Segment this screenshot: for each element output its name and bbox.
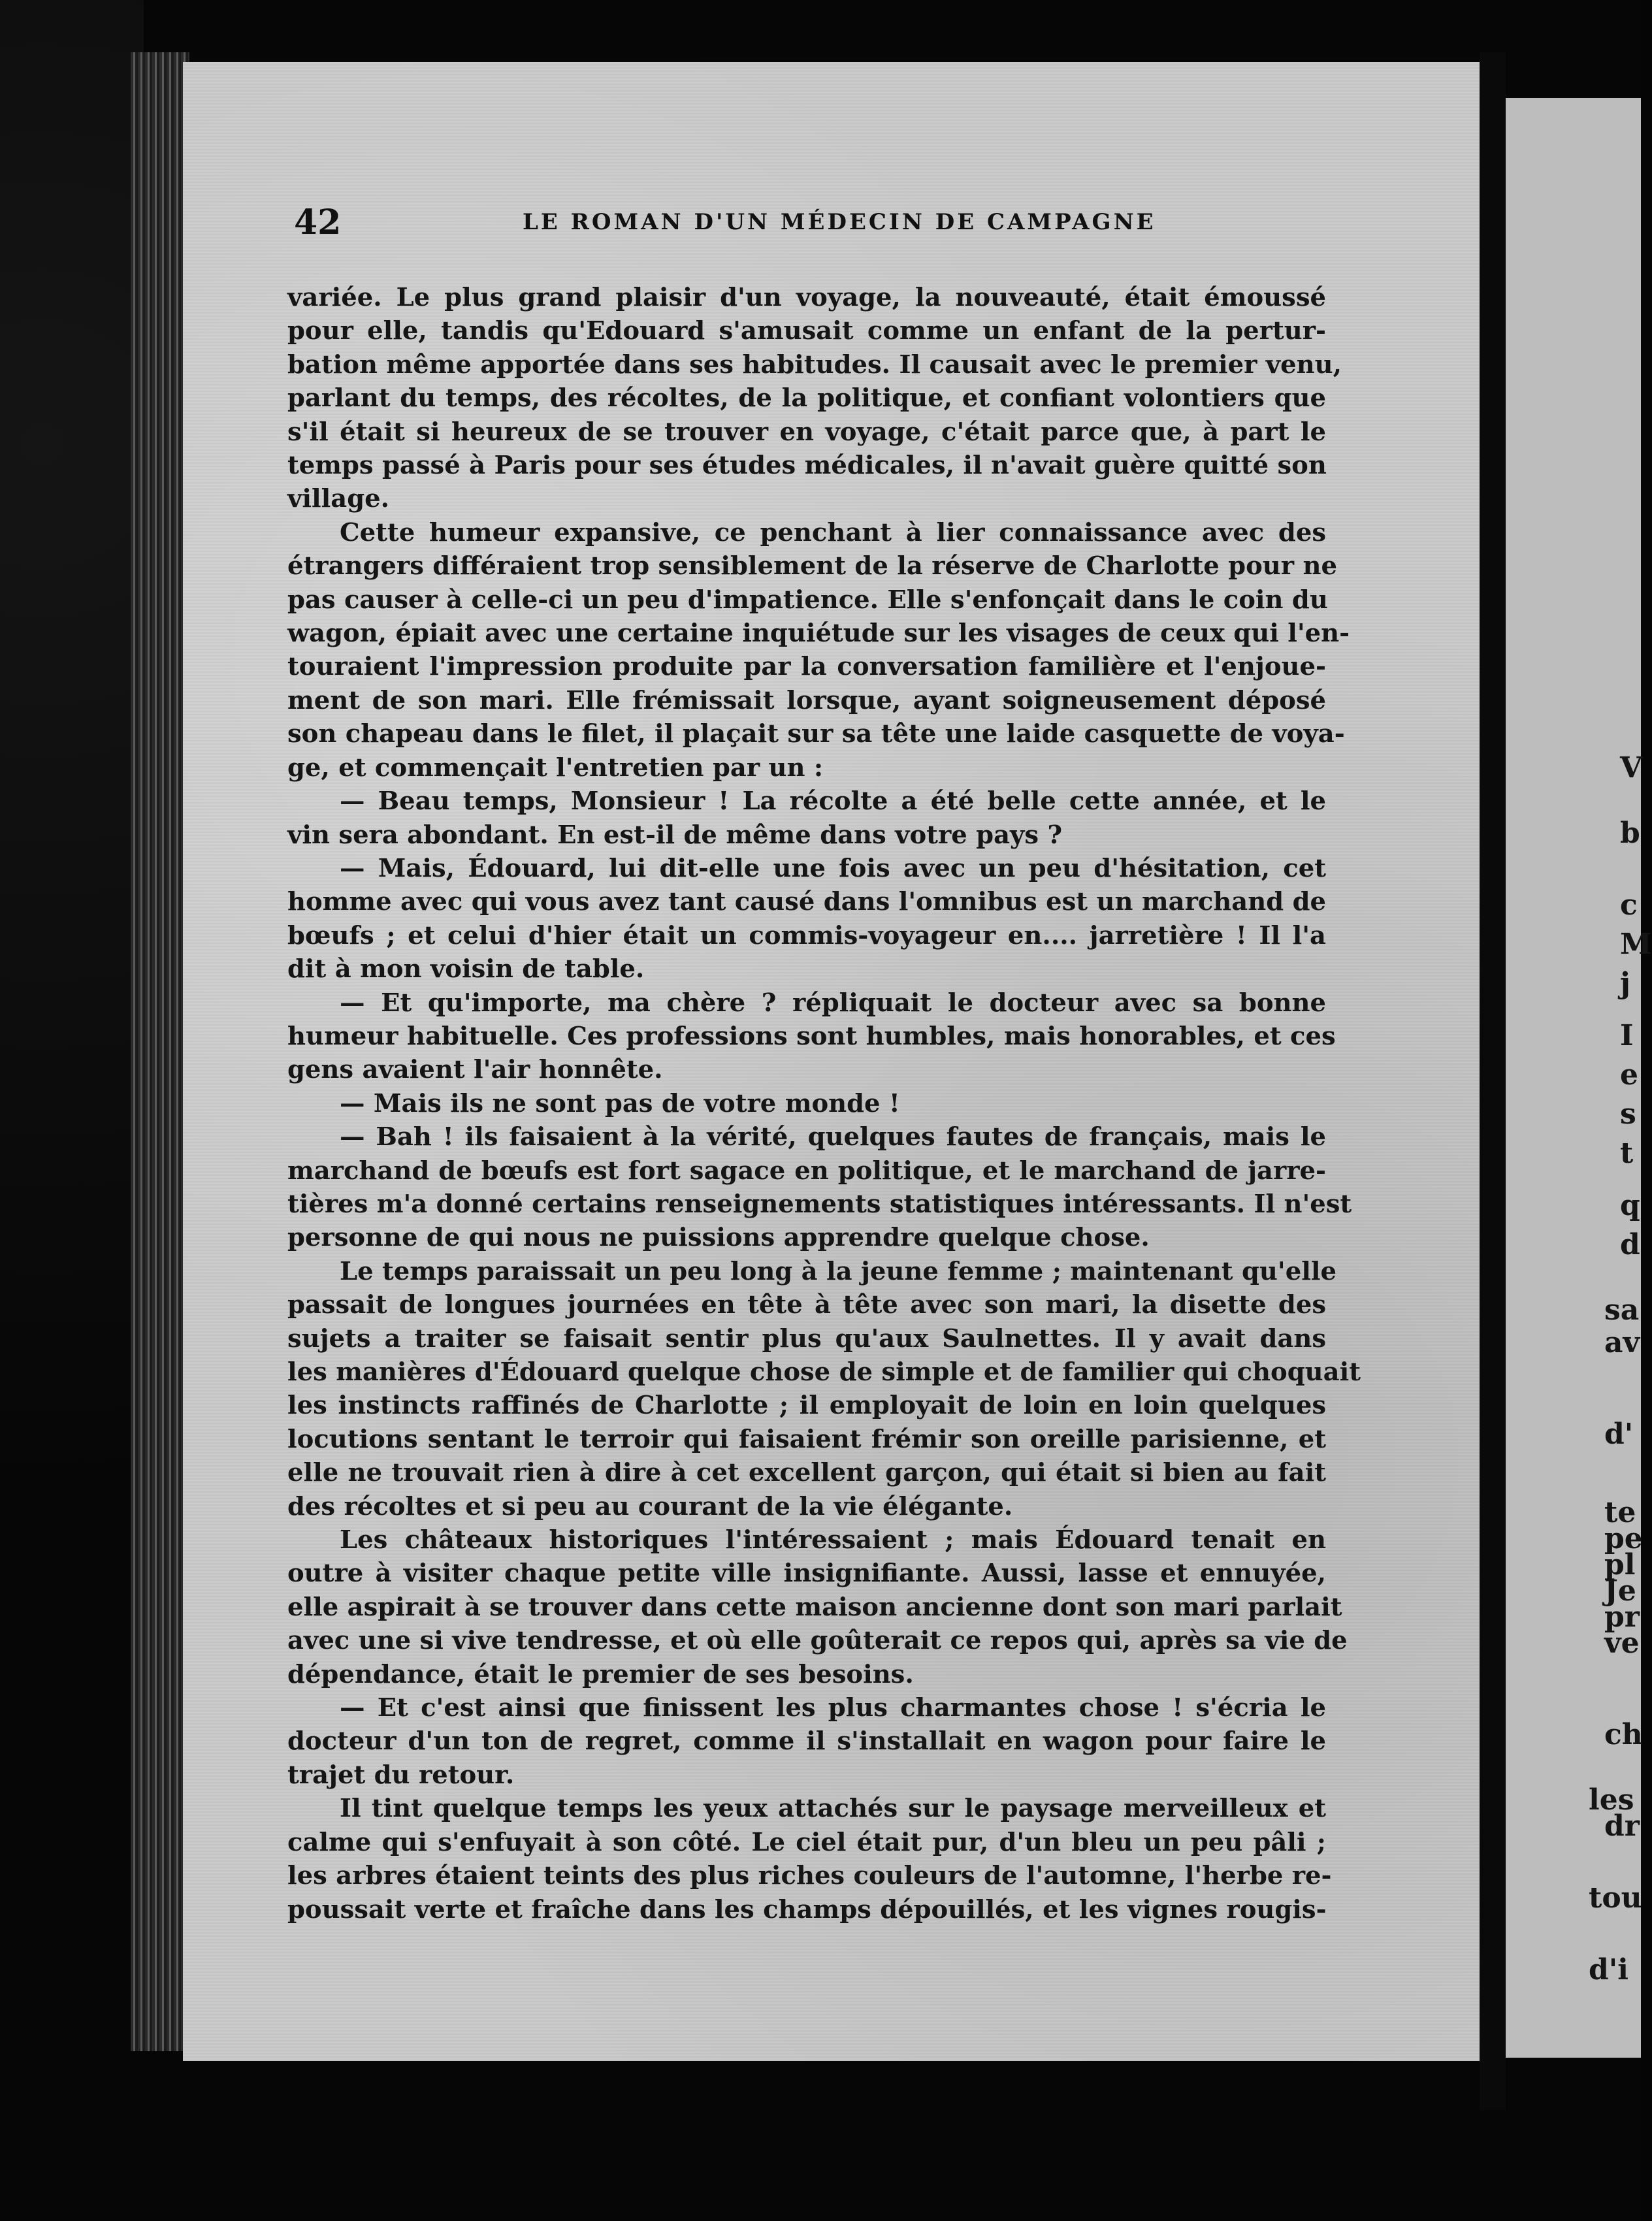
text-line: docteur d'un ton de regret, comme il s'installait en wagon pour faire le — [287, 1727, 1326, 1757]
adjacent-page-text-fragment: s — [1620, 1097, 1636, 1131]
text-line: gens avaient l'air honnête. — [287, 1055, 663, 1085]
text-line: ge, et commençait l'entretien par un : — [287, 753, 824, 783]
text-line: — Et qu'importe, ma chère ? répliquait le docteur avec sa bonne — [340, 988, 1326, 1018]
text-line: les manières d'Édouard quelque chose de simple et de familier qui choquait — [287, 1357, 1361, 1387]
adjacent-page-text-fragment: M — [1620, 928, 1652, 961]
scan-background — [0, 0, 144, 2221]
adjacent-page-text-fragment: av — [1604, 1326, 1640, 1359]
text-line: — Bah ! ils faisaient à la vérité, quelques fautes de français, mais le — [340, 1122, 1326, 1152]
adjacent-page-text-fragment: pe — [1604, 1522, 1643, 1555]
text-line: temps passé à Paris pour ses études médicales, il n'avait guère quitté son — [287, 451, 1327, 481]
text-line: des récoltes et si peu au courant de la vie élégante. — [287, 1491, 1013, 1521]
text-line: dépendance, était le premier de ses besoins. — [287, 1659, 914, 1689]
text-line: pas causer à celle-ci un peu d'impatience. Elle s'enfonçait dans le coin du — [287, 585, 1328, 615]
text-line: Il tint quelque temps les yeux attachés sur le paysage merveilleux et — [340, 1794, 1326, 1824]
text-line: Les châteaux historiques l'intéressaient ; mais Édouard tenait en — [340, 1525, 1326, 1555]
text-line: tières m'a donné certains renseignements statistiques intéressants. Il n'est — [287, 1189, 1352, 1219]
text-line: locutions sentant le terroir qui faisaient frémir son oreille parisienne, et — [287, 1424, 1326, 1454]
text-line: marchand de bœufs est fort sagace en politique, et le marchand de jarre- — [287, 1156, 1326, 1186]
running-title: LE ROMAN D'UN MÉDECIN DE CAMPAGNE — [523, 209, 1156, 235]
adjacent-page-text-fragment: les — [1589, 1783, 1634, 1817]
text-line: s'il était si heureux de se trouver en voyage, c'était parce que, à part le — [287, 417, 1326, 447]
text-line: — Mais, Édouard, lui dit-elle une fois avec un peu d'hésitation, cet — [340, 853, 1326, 883]
text-line: village. — [287, 484, 390, 514]
text-line: Cette humeur expansive, ce penchant à lier connaissance avec des — [340, 517, 1326, 547]
adjacent-page-text-fragment: Je — [1604, 1574, 1636, 1608]
text-line: les arbres étaient teints des plus riches couleurs de l'automne, l'herbe re- — [287, 1861, 1332, 1891]
text-line: bœufs ; et celui d'hier était un commis-voyageur en.... jarretière ! Il l'a — [287, 920, 1326, 950]
text-line: dit à mon voisin de table. — [287, 954, 645, 984]
adjacent-page-text-fragment: I — [1620, 1019, 1634, 1052]
adjacent-page-text-fragment: ve — [1604, 1627, 1640, 1660]
page-number: 42 — [294, 203, 342, 242]
text-line: étrangers différaient trop sensiblement de la réserve de Charlotte pour ne — [287, 551, 1337, 581]
adjacent-page-text-fragment: t — [1620, 1137, 1634, 1170]
text-line: variée. Le plus grand plaisir d'un voyage, la nouveauté, était émoussé — [287, 283, 1326, 312]
text-line: wagon, épiait avec une certaine inquiétude sur les visages de ceux qui l'en- — [287, 619, 1350, 649]
adjacent-page-text-fragment: e — [1620, 1058, 1638, 1092]
text-line: sujets a traiter se faisait sentir plus qu'aux Saulnettes. Il y avait dans — [287, 1323, 1326, 1354]
text-line: son chapeau dans le filet, il plaçait sur sa tête une laide casquette de voya- — [287, 719, 1345, 749]
text-line: humeur habituelle. Ces professions sont humbles, mais honorables, et ces — [287, 1021, 1336, 1051]
adjacent-page-text-fragment: pr — [1604, 1600, 1640, 1634]
text-line: elle aspirait à se trouver dans cette maison ancienne dont son mari parlait — [287, 1592, 1342, 1622]
text-line: — Mais ils ne sont pas de votre monde ! — [340, 1088, 900, 1118]
adjacent-page-text-fragment: j — [1620, 967, 1630, 1000]
text-line: bation même apportée dans ses habitudes. Il causait avec le premier venu, — [287, 349, 1342, 380]
adjacent-page-text-fragment: d'i — [1589, 1953, 1628, 1986]
adjacent-page-text-fragment: q — [1620, 1189, 1640, 1222]
text-line: touraient l'impression produite par la conversation familière et l'enjoue- — [287, 652, 1326, 682]
page-header — [294, 203, 1365, 255]
adjacent-page-text-fragment: tou — [1589, 1881, 1642, 1915]
adjacent-page-text-fragment: b — [1620, 817, 1640, 850]
text-line: poussait verte et fraîche dans les champs dépouillés, et les vignes rougis- — [287, 1894, 1327, 1924]
adjacent-page-text-fragment: c — [1620, 888, 1638, 922]
adjacent-page-text-fragment: sa — [1604, 1293, 1640, 1327]
text-line: pour elle, tandis qu'Edouard s'amusait comme un enfant de la pertur- — [287, 316, 1326, 346]
text-line: trajet du retour. — [287, 1760, 515, 1790]
text-line: — Et c'est ainsi que finissent les plus charmantes chose ! s'écria le — [340, 1693, 1326, 1723]
text-line: Le temps paraissait un peu long à la jeune femme ; maintenant qu'elle — [340, 1256, 1336, 1286]
text-line: homme avec qui vous avez tant causé dans l'omnibus est un marchand de — [287, 887, 1326, 917]
book-binding-edge — [131, 52, 189, 2051]
text-line: outre à visiter chaque petite ville insignifiante. Aussi, lasse et ennuyée, — [287, 1559, 1326, 1589]
adjacent-page-text-fragment: d — [1620, 1228, 1640, 1261]
text-line: avec une si vive tendresse, et où elle goûterait ce repos qui, après sa vie de — [287, 1626, 1348, 1656]
adjacent-page-text-fragment: dr — [1604, 1809, 1640, 1843]
text-line: passait de longues journées en tête à tête avec son mari, la disette des — [287, 1290, 1326, 1320]
text-line: calme qui s'enfuyait à son côté. Le ciel était pur, d'un bleu un peu pâli ; — [287, 1827, 1326, 1857]
page-gutter — [1480, 52, 1506, 2110]
adjacent-page-text-fragment: d' — [1604, 1418, 1634, 1451]
text-line: — Beau temps, Monsieur ! La récolte a été belle cette année, et le — [340, 786, 1326, 817]
text-line: vin sera abondant. En est-il de même dans votre pays ? — [287, 820, 1063, 850]
text-line: personne de qui nous ne puissions apprendre quelque chose. — [287, 1223, 1150, 1253]
text-line: parlant du temps, des récoltes, de la politique, et confiant volontiers que — [287, 383, 1326, 413]
adjacent-page-text-fragment: pl — [1604, 1548, 1636, 1581]
text-line: ment de son mari. Elle frémissait lorsque, ayant soigneusement déposé — [287, 685, 1326, 715]
adjacent-page-text-fragment: te — [1604, 1496, 1636, 1529]
page-body-text — [287, 281, 1361, 1926]
text-line: les instincts raffinés de Charlotte ; il employait de loin en loin quelques — [287, 1391, 1326, 1421]
adjacent-page-text-fragment: V — [1620, 751, 1643, 785]
text-line: elle ne trouvait rien à dire à cet excellent garçon, qui était si bien au fait — [287, 1458, 1326, 1488]
adjacent-page-text-fragment: ch — [1604, 1718, 1643, 1751]
